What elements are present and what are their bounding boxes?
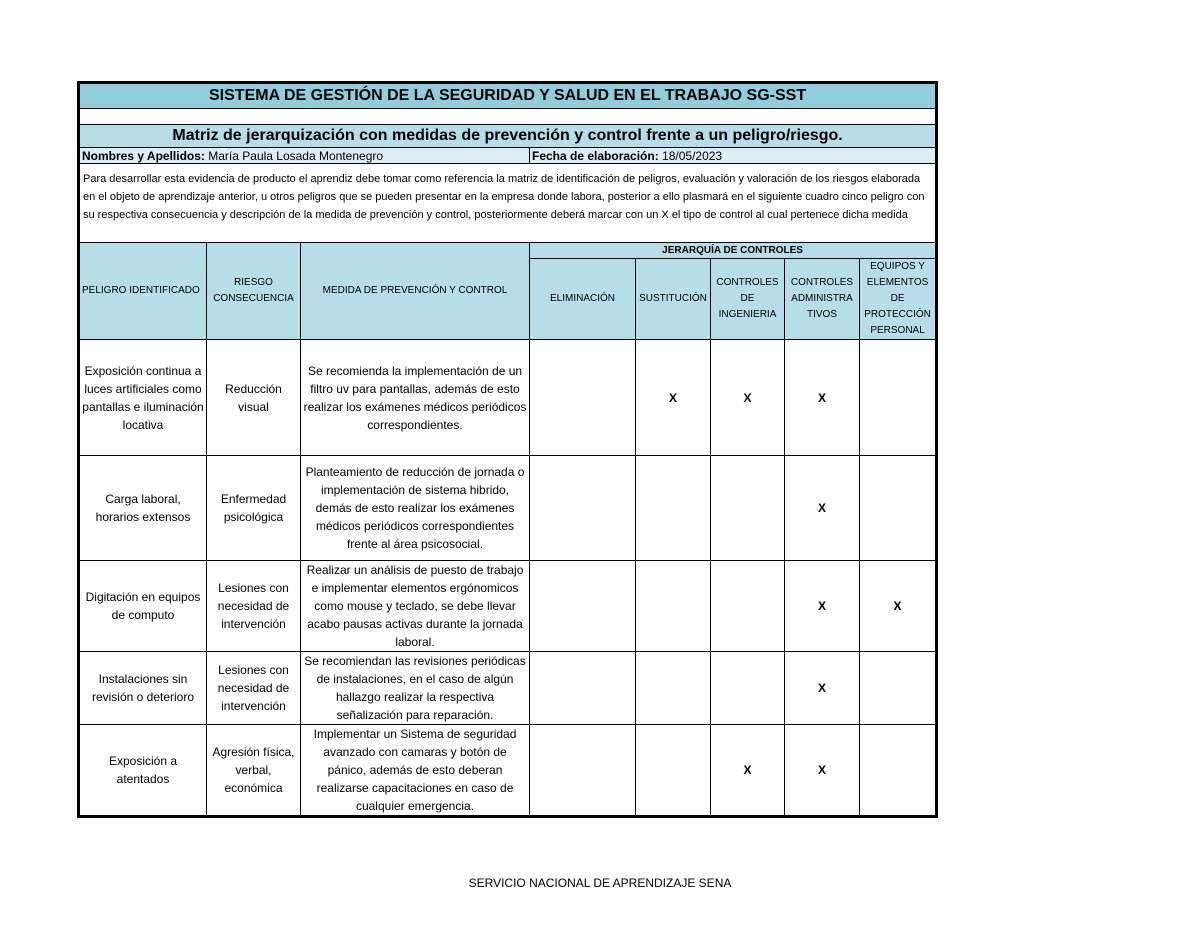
table-row xyxy=(79,456,937,561)
cell-epp xyxy=(860,652,937,725)
cell-medida: Planteamiento de reducción de jornada o implementación de sistema hibrido, demás de esto realizar los exámenes médicos periódicos correspondientes frente al área psicosocial. xyxy=(301,456,530,561)
cell-sustitucion xyxy=(636,456,711,561)
cell-eliminacion xyxy=(530,561,636,652)
cell-ingenieria: X xyxy=(711,340,785,456)
cell-ingenieria xyxy=(711,456,785,561)
name-field xyxy=(79,148,530,164)
cell-ingenieria: X xyxy=(711,725,785,817)
cell-epp: X xyxy=(860,561,937,652)
table-row xyxy=(79,561,937,652)
cell-administrativos: X xyxy=(785,340,860,456)
cell-ingenieria xyxy=(711,561,785,652)
cell-peligro: Exposición a atentados xyxy=(79,725,207,817)
cell-eliminacion xyxy=(530,725,636,817)
col-group-jerarquia: JERARQUÍA DE CONTROLES xyxy=(530,243,937,259)
cell-administrativos: X xyxy=(785,561,860,652)
col-header-eliminacion: ELIMINACIÓN xyxy=(530,259,636,340)
cell-eliminacion xyxy=(530,456,636,561)
cell-sustitucion: X xyxy=(636,340,711,456)
cell-eliminacion xyxy=(530,652,636,725)
cell-administrativos: X xyxy=(785,725,860,817)
col-header-ingenieria: CONTROLES DE INGENIERIA xyxy=(711,259,785,340)
cell-ingenieria xyxy=(711,652,785,725)
cell-sustitucion xyxy=(636,725,711,817)
col-header-riesgo: RIESGO CONSECUENCIA xyxy=(207,243,301,340)
cell-medida: Se recomiendan las revisiones periódicas de instalaciones, en el caso de algún hallazgo realizar la respectiva señalización para reparación. xyxy=(301,652,530,725)
cell-peligro: Carga laboral, horarios extensos xyxy=(79,456,207,561)
date-label: Fecha de elaboración: xyxy=(532,148,659,163)
col-header-epp: EQUIPOS Y ELEMENTOS DE PROTECCIÓN PERSONAL xyxy=(860,259,937,340)
date-field xyxy=(530,148,937,164)
cell-riesgo: Enfermedad psicológica xyxy=(207,456,301,561)
date-value: 18/05/2023 xyxy=(658,148,723,163)
cell-riesgo: Lesiones con necesidad de intervención xyxy=(207,652,301,725)
cell-sustitucion xyxy=(636,652,711,725)
document-title: SISTEMA DE GESTIÓN DE LA SEGURIDAD Y SALUD EN EL TRABAJO SG-SST xyxy=(79,83,937,109)
cell-medida: Realizar un análisis de puesto de trabajo e implementar elementos ergónomicos como mouse y teclado, se debe llevar acabo pausas activas durante la jornada laboral. xyxy=(301,561,530,652)
col-header-administrativos: CONTROLES ADMINISTRA TIVOS xyxy=(785,259,860,340)
matrix-subtitle: Matriz de jerarquización con medidas de prevención y control frente a un peligro/riesgo. xyxy=(79,125,937,148)
table-row xyxy=(79,652,937,725)
cell-administrativos: X xyxy=(785,456,860,561)
cell-medida: Implementar un Sistema de seguridad avanzado con camaras y botón de pánico, además de esto deberan realizarse capacitaciones en caso de cualquier emergencia. xyxy=(301,725,530,817)
name-label: Nombres y Apellidos: xyxy=(82,148,205,163)
cell-epp xyxy=(860,340,937,456)
cell-sustitucion xyxy=(636,561,711,652)
cell-epp xyxy=(860,725,937,817)
col-header-medida: MEDIDA DE PREVENCIÓN Y CONTROL xyxy=(301,243,530,340)
cell-peligro: Instalaciones sin revisión o deterioro xyxy=(79,652,207,725)
col-header-peligro: PELIGRO IDENTIFICADO xyxy=(79,243,207,340)
cell-riesgo: Reducción visual xyxy=(207,340,301,456)
matrix-table xyxy=(77,81,938,818)
instructions-text: Para desarrollar esta evidencia de producto el aprendiz debe tomar como referencia la matriz de identificación de peligros, evaluación y valoración de los riesgos elaborada en el objeto de aprendizaje anterior, u otros peligros que se pueden presentar en la empresa donde labora, posterior a ello plasmará en el siguiente cuadro cinco peligro con su respectiva consecuencia y descripción de la medida de prevención y control, posteriormente deberá marcar con un X el tipo de control al cual pertenece dicha medida xyxy=(79,164,937,243)
cell-riesgo: Lesiones con necesidad de intervención xyxy=(207,561,301,652)
cell-medida: Se recomienda la implementación de un filtro uv para pantallas, además de esto realizar los exámenes médicos periódicos correspondientes. xyxy=(301,340,530,456)
cell-eliminacion xyxy=(530,340,636,456)
cell-riesgo: Agresión física, verbal, económica xyxy=(207,725,301,817)
cell-peligro: Digitación en equipos de computo xyxy=(79,561,207,652)
document-page xyxy=(77,81,935,818)
cell-epp xyxy=(860,456,937,561)
col-header-sustitucion: SUSTITUCIÓN xyxy=(636,259,711,340)
cell-peligro: Exposición continua a luces artificiales como pantallas e iluminación locativa xyxy=(79,340,207,456)
cell-administrativos: X xyxy=(785,652,860,725)
table-row xyxy=(79,340,937,456)
blank-row xyxy=(79,109,937,125)
page-footer: SERVICIO NACIONAL DE APRENDIZAJE SENA xyxy=(468,876,732,890)
name-value: María Paula Losada Montenegro xyxy=(204,148,384,163)
table-row xyxy=(79,725,937,817)
